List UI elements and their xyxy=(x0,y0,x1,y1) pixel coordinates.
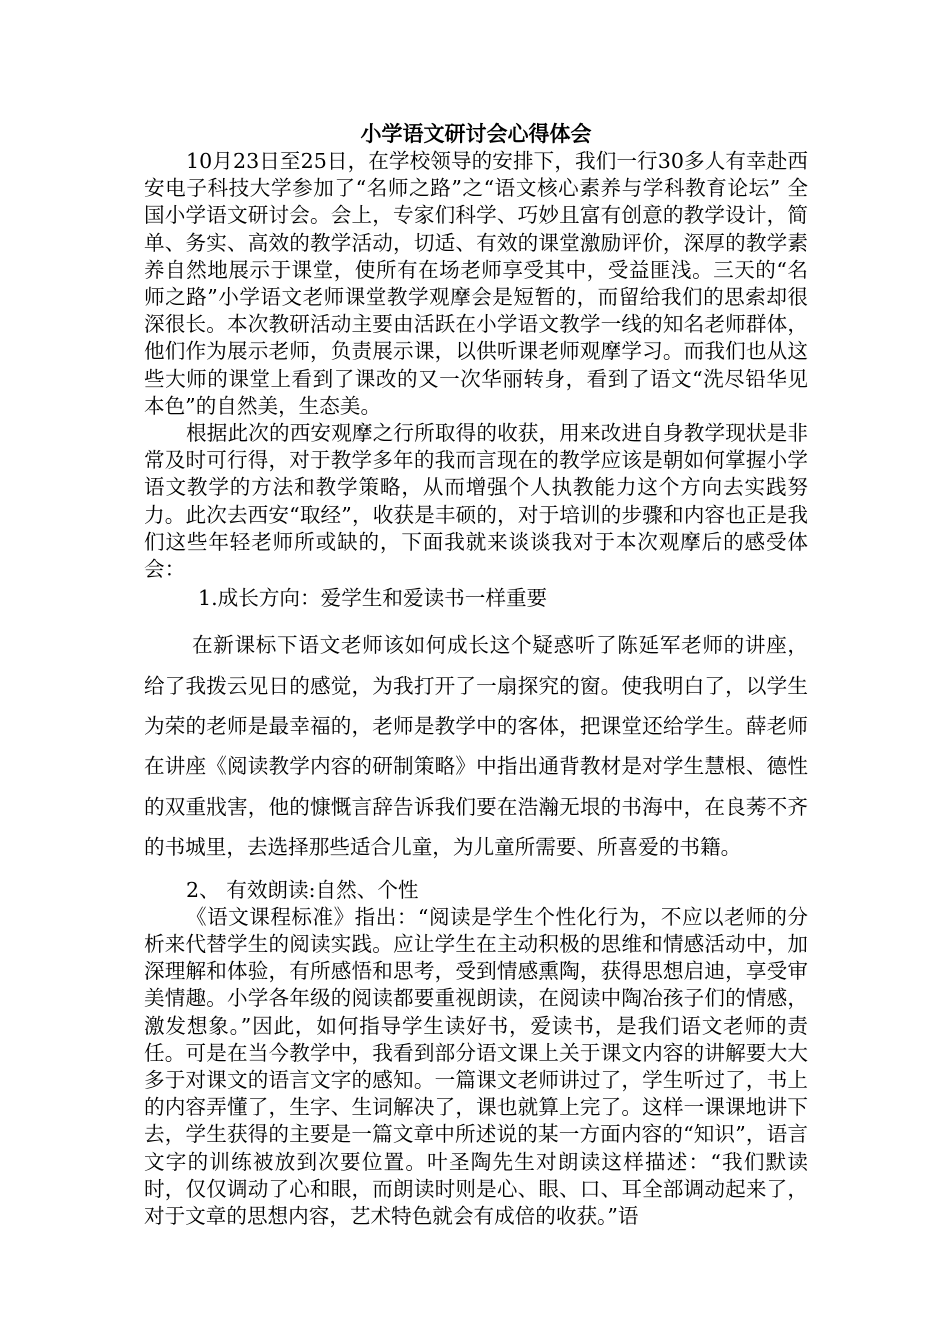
document-title: 小学语文研讨会心得体会 xyxy=(360,121,592,146)
paragraph-intro: 10月23日至25日，在学校领导的安排下，我们一行30多人有幸赴西安电子科技大学参加了“名师之路”之“语文核心素养与学科教育论坛” 全国小学语文研讨会。会上，专家们科学、巧妙且富有创意的教学设计，简单、务实、高效的教学活动，切适、有效的课堂激励评价，深厚的教学素养自然地展示于课堂，使所有在场老师享受其中，受益匪浅。三天的“名师之路”小学语文老师课堂教学观摩会是短暂的，而留给我们的思索却很深很长。本次教研活动主要由活跃在小学语文教学一线的知名老师群体，他们作为展示老师，负责展示课，以供听课老师观摩学习。而我们也从这些大师的课堂上看到了课改的又一次华丽转身，看到了语文“洗尽铅华见本色”的自然美，生态美。 xyxy=(144,149,808,418)
section-heading-reading: 2、 有效朗读:自然、个性 xyxy=(186,877,419,902)
section-heading-growth: 1.成长方向：爱学生和爱读书一样重要 xyxy=(198,586,548,611)
document-page xyxy=(144,120,808,1230)
paragraph-reading: 《语文课程标准》指出：“阅读是学生个性化行为，不应以老师的分析来代替学生的阅读实践。应让学生在主动积极的思维和情感活动中，加深理解和体验，有所感悟和思考，受到情感熏陶，获得思想启迪，享受审美情趣。小学各年级的阅读都要重视朗读，在阅读中陶冶孩子们的情感，激发想象。”因此，如何指导学生读好书，爱读书，是我们语文老师的责任。可是在当今教学中，我看到部分语文课上关于课文内容的讲解要大大多于对课文的语言文字的感知。一篇课文老师讲过了，学生听过了，书上的内容弄懂了，生字、生词解决了，课也就算上完了。这样一课课地讲下去，学生获得的主要是一篇文章中所述说的某一方面内容的“知识”，语言文字的训练被放到次要位置。叶圣陶先生对朗读这样描述：“我们默读时，仅仅调动了心和眼，而朗读时则是心、眼、口、耳全部调动起来了，对于文章的思想内容，艺术特色就会有成倍的收获。”语 xyxy=(144,904,808,1228)
paragraph-growth: 在新课标下语文老师该如何成长这个疑惑听了陈延军老师的讲座，给了我拨云见日的感觉，为我打开了一扇探究的窗。使我明白了，以学生为荣的老师是最幸福的，老师是教学中的客体，把课堂还给学生。薛老师在讲座《阅读教学内容的研制策略》中指出通背教材是对学生慧根、德性的双重戕害，他的慷慨言辞告诉我们要在浩瀚无垠的书海中，在良莠不齐的书城里，去选择那些适合儿童，为儿童所需要、所喜爱的书籍。 xyxy=(144,633,808,860)
paragraph-harvest: 根据此次的西安观摩之行所取得的收获，用来改进自身教学现状是非常及时可行得，对于教学多年的我而言现在的教学应该是朝如何掌握小学语文教学的方法和教学策略，从而增强个人执教能力这个方向去实践努力。此次去西安“取经”，收获是丰硕的，对于培训的步骤和内容也正是我们这些年轻老师所或缺的，下面我就来谈谈我对于本次观摩后的感受体会： xyxy=(144,421,808,582)
